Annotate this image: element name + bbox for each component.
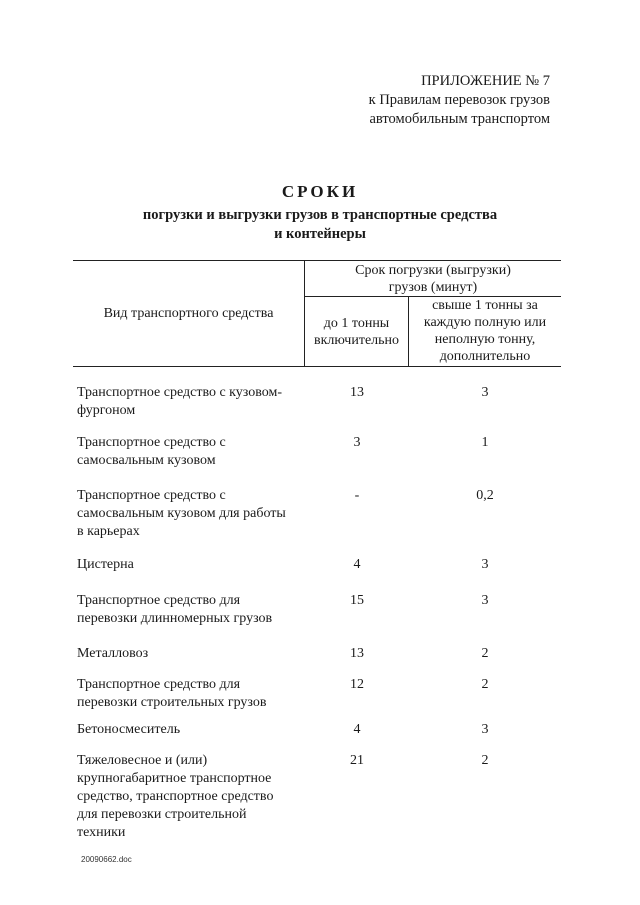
vehicle-type-cell bbox=[77, 645, 312, 663]
over-1-ton-value: 2 bbox=[481, 753, 489, 768]
vehicle-type-cell bbox=[77, 384, 312, 420]
vehicle-type-line: Тяжеловесное и (или) bbox=[77, 753, 208, 768]
over-1-ton-value: 3 bbox=[481, 557, 489, 572]
over-1-ton-value: 2 bbox=[481, 677, 489, 692]
vehicle-type-line: самосвальным кузовом для работы bbox=[77, 506, 286, 521]
vehicle-type-line: фургоном bbox=[77, 403, 136, 418]
vehicle-type-line: для перевозки строительной bbox=[77, 807, 247, 822]
vehicle-type-line: крупногабаритное транспортное bbox=[77, 771, 272, 786]
vehicle-type-line: техники bbox=[77, 825, 126, 840]
vehicle-type-cell bbox=[77, 752, 312, 842]
vehicle-type-line: Металловоз bbox=[77, 646, 149, 661]
vehicle-type-line: Бетоносмеситель bbox=[77, 722, 181, 737]
vehicle-type-line: Транспортное средство с bbox=[77, 488, 226, 503]
up-to-1-ton-value: 3 bbox=[353, 435, 361, 450]
vehicle-type-line: перевозки строительных грузов bbox=[77, 695, 267, 710]
up-to-1-ton-value: 15 bbox=[350, 593, 364, 608]
header-loading-term: Срок погрузки (выгрузки) грузов (минут) bbox=[355, 263, 511, 295]
vehicle-type-line: Транспортное средство с кузовом- bbox=[77, 385, 282, 400]
subtitle-line-2: и контейнеры bbox=[274, 226, 366, 242]
vehicle-type-line: в карьерах bbox=[77, 524, 140, 539]
up-to-1-ton-value: 21 bbox=[350, 753, 364, 768]
up-to-1-ton-value: 13 bbox=[350, 385, 364, 400]
appendix-number: ПРИЛОЖЕНИЕ № 7 bbox=[421, 73, 550, 89]
vehicle-type-line: Цистерна bbox=[77, 557, 134, 572]
over-1-ton-value: 3 bbox=[481, 722, 489, 737]
up-to-1-ton-value: 12 bbox=[350, 677, 364, 692]
up-to-1-ton-value: 4 bbox=[353, 557, 361, 572]
up-to-1-ton-value: - bbox=[354, 488, 360, 503]
up-to-1-ton-value: 13 bbox=[350, 646, 364, 661]
up-to-1-ton-value: 4 bbox=[353, 722, 361, 737]
appendix-reference: к Правилам перевозок грузов bbox=[368, 92, 550, 108]
vehicle-type-cell bbox=[77, 487, 312, 541]
over-1-ton-value: 1 bbox=[481, 435, 489, 450]
vehicle-type-cell bbox=[77, 592, 312, 628]
vehicle-type-line: Транспортное средство для bbox=[77, 593, 241, 608]
vehicle-type-line: Транспортное средство с bbox=[77, 435, 226, 450]
over-1-ton-value: 0,2 bbox=[476, 488, 494, 503]
document-title: СРОКИ bbox=[281, 182, 359, 201]
subtitle-line-1: погрузки и выгрузки грузов в транспортные средства bbox=[142, 207, 498, 223]
over-1-ton-value: 3 bbox=[481, 593, 489, 608]
header-up-to-1-ton: до 1 тонны включительно bbox=[313, 316, 400, 348]
vehicle-type-cell bbox=[77, 676, 312, 712]
over-1-ton-value: 3 bbox=[481, 385, 489, 400]
header-over-1-ton: свыше 1 тонны за каждую полную или неполную тонну, дополнительно bbox=[423, 298, 547, 364]
over-1-ton-value: 2 bbox=[481, 646, 489, 661]
file-name-footer: 20090662.doc bbox=[81, 855, 132, 864]
vehicle-type-cell bbox=[77, 434, 312, 470]
vehicle-type-line: перевозки длинномерных грузов bbox=[77, 611, 273, 626]
vehicle-type-cell bbox=[77, 556, 312, 574]
vehicle-type-line: средство, транспортное средство bbox=[77, 789, 274, 804]
vehicle-type-line: самосвальным кузовом bbox=[77, 453, 216, 468]
header-vehicle-type: Вид транспортного средства bbox=[103, 306, 274, 321]
vehicle-type-cell bbox=[77, 721, 312, 739]
appendix-reference-cont: автомобильным транспортом bbox=[369, 111, 550, 127]
vehicle-type-line: Транспортное средство для bbox=[77, 677, 241, 692]
